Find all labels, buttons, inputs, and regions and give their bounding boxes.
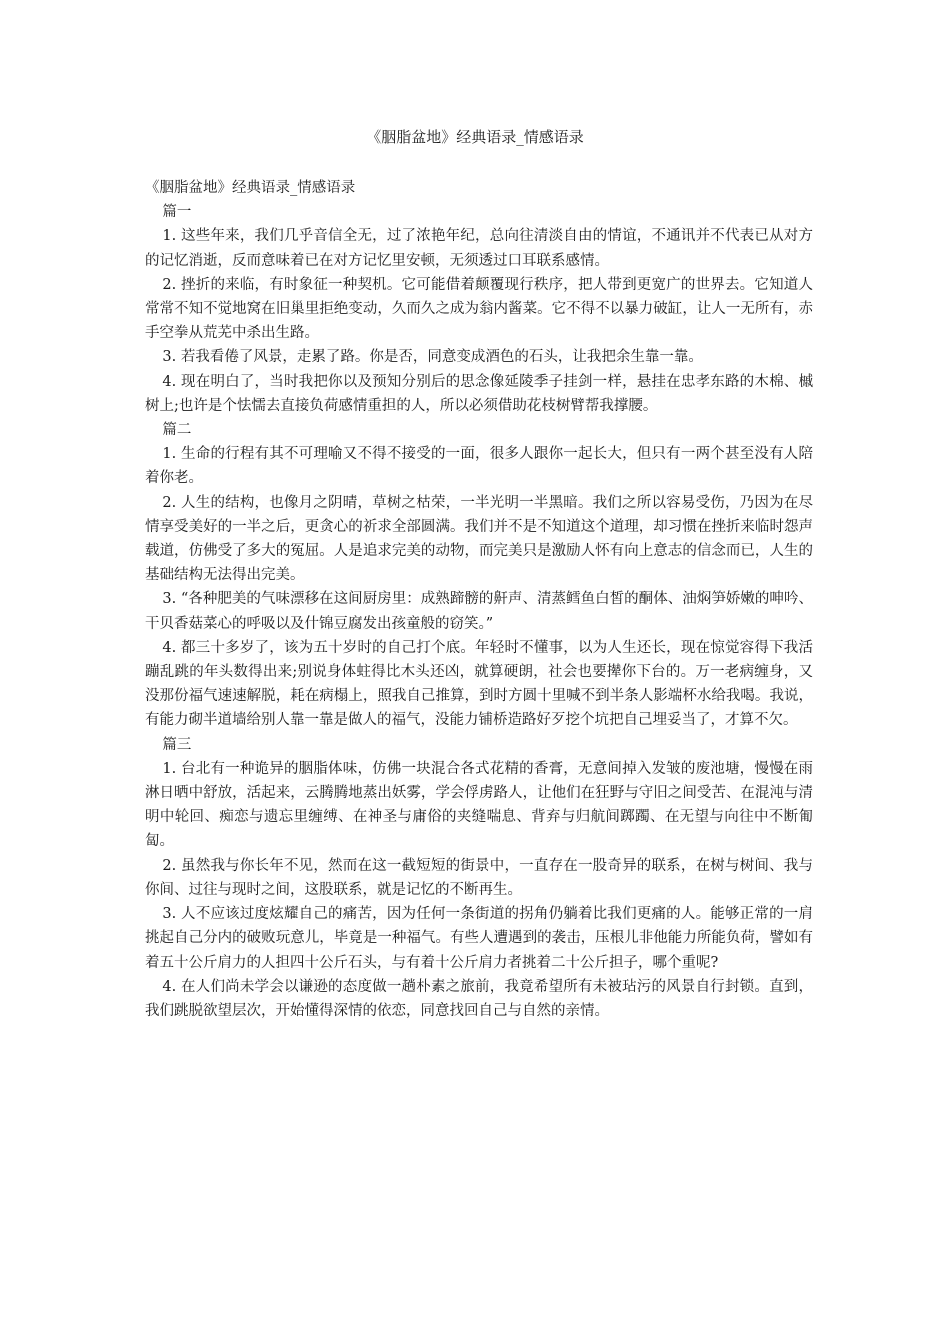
page-title: 《胭脂盆地》经典语录_情感语录 (366, 128, 584, 146)
section-label: 篇一 (162, 204, 192, 221)
quote-item: 3. 人不应该过度炫耀自己的痛苦，因为任何一条街道的拐角仍躺着比我们更痛的人。能够正常的一肩挑起自己分内的破败玩意儿，毕竟是一种福气。有些人遭遇到的袭击，压根儿非他能力所能负荷，譬如有着五十公斤肩力的人担四十公斤石头，与有着十公斤肩力者挑着二十公斤担子，哪个重呢? (145, 906, 813, 971)
quote-item: 1. 生命的行程有其不可理喻又不得不接受的一面，很多人跟你一起长大，但只有一两个甚至没有人陪着你老。 (145, 446, 813, 487)
document-body (145, 176, 813, 1023)
quote-item: 2. 挫折的来临，有时象征一种契机。它可能借着颠覆现行秩序，把人带到更宽广的世界去。它知道人常常不知不觉地窝在旧巢里拒绝变动，久而久之成为翁内酱菜。它不得不以暴力破缸，让人一无所有，赤手空拳从荒芜中杀出生路。 (145, 276, 813, 342)
quote-item: 1. 台北有一种诡异的胭脂体味，仿佛一块混合各式花精的香膏，无意间掉入发皱的废池塘，慢慢在雨淋日晒中舒放，活起来，云腾腾地蒸出妖雾，学会俘虏路人，让他们在狂野与守旧之间受苦、在混沌与清明中轮回、痴恋与遗忘里缠缚、在神圣与庸俗的夹缝喘息、背弃与归航间踯躅、在无望与向往中不断匍匐。 (145, 760, 813, 850)
quote-item: 4. 现在明白了，当时我把你以及预知分别后的思念像延陵季子挂剑一样，悬挂在忠孝东路的木棉、槭树上;也许是个怯懦去直接负荷感情重担的人，所以必须借助花枝树臂帮我撑腰。 (145, 373, 813, 414)
quote-item: 4. 都三十多岁了，该为五十岁时的自己打个底。年轻时不懂事，以为人生还长，现在惊觉容得下我活蹦乱跳的年头数得出来;别说身体蛀得比木头还凶，就算硬朗，社会也要撵你下台的。万一老病缠身，又没那份福气速速解脱，耗在病榻上，照我自己推算，到时方圆十里喊不到半条人影端杯水给我喝。我说，有能力砌半道墙给别人靠一靠是做人的福气，没能力铺桥造路好歹挖个坑把自己埋妥当了，才算不欠。 (145, 639, 813, 729)
quote-item: 2. 人生的结构，也像月之阴晴，草树之枯荣，一半光明一半黑暗。我们之所以容易受伤，乃因为在尽情享受美好的一半之后，更贪心的祈求全部圆满。我们并不是不知道这个道理，却习惯在挫折来临时怨声载道，仿佛受了多大的冤屈。人是追求完美的动物，而完美只是激励人怀有向上意志的信念而已，人生的基础结构无法得出完美。 (145, 494, 813, 584)
quote-item: 1. 这些年来，我们几乎音信全无，过了浓艳年纪，总向往清淡自由的情谊，不通讯并不代表已从对方的记忆消逝，反而意味着已在对方记忆里安顿，无须透过口耳联系感情。 (145, 228, 813, 269)
quote-item: 3. 若我看倦了风景，走累了路。你是否，同意变成酒色的石头，让我把余生靠一靠。 (162, 349, 703, 366)
quote-item: 3. “各种肥美的气味漂移在这间厨房里：成熟蹄髈的鼾声、清蒸鳕鱼白皙的酮体、油焖笋娇嫩的呻吟、干贝香菇菜心的呼吸以及什锦豆腐发出孩童般的窃笑。” (145, 591, 813, 632)
document-heading: 《胭脂盆地》经典语录_情感语录 (145, 180, 356, 196)
section-label: 篇二 (162, 422, 192, 439)
quote-item: 2. 虽然我与你长年不见，然而在这一截短短的街景中，一直存在一股奇异的联系，在树与树间、我与你间、过往与现时之间，这股联系，就是记忆的不断再生。 (145, 857, 813, 898)
section-label: 篇三 (162, 736, 192, 753)
quote-item: 4. 在人们尚未学会以谦逊的态度做一趟朴素之旅前，我竟希望所有未被玷污的风景自行封锁。直到，我们跳脱欲望层次，开始懂得深情的依恋，同意找回自己与自然的亲情。 (145, 978, 813, 1019)
